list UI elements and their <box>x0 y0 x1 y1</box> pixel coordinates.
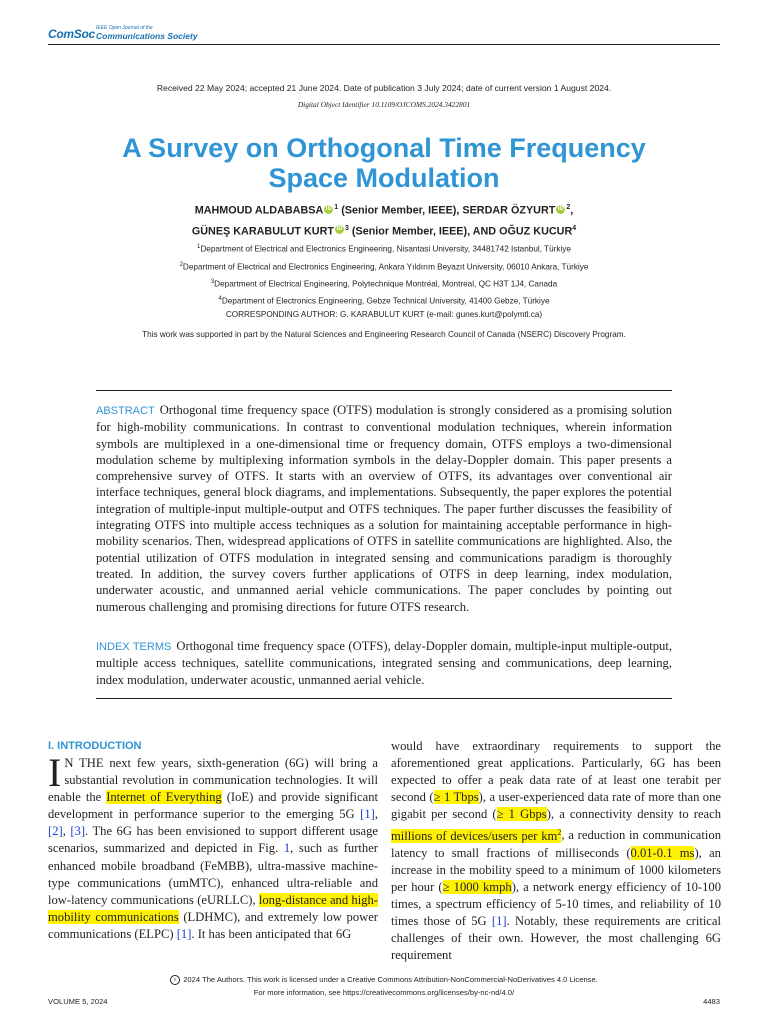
index-terms-text: Orthogonal time frequency space (OTFS), delay-Doppler domain, multiple-input multiple-output, multiple access techniques, satellite communications, integrated sensing and communications, deep learning, index modulation, underwater acoustic, unmanned aerial vehicle. <box>96 639 672 687</box>
affiliation-4: $^4$Department of Electronics Engineering, Gebze Technical University, 41400 Gebze, Türkiye <box>218 296 550 306</box>
license-notice: c 2024 The Authors. This work is licensed under a Creative Commons Attribution-NonCommercial-NoDerivatives 4.0 License. <box>0 975 768 985</box>
orcid-icon[interactable]: iD <box>336 226 343 233</box>
citation-link[interactable]: [2] <box>48 824 63 839</box>
journal-small-label: IEEE Open Journal of the <box>96 25 153 31</box>
right-column-paragraph: would have extraordinary requirements to support the aforementioned great applications. Particularly, 6G has been expected to offer a peak data rate of at least one terabit per second (≥ 1 Tbps), a user-experienced data rate of more than one gigabit per second (≥ 1 Gbps), a connectivity density to reach millions of devices/users per $km^2$, a reduction in communication latency to small fractions of milliseconds (0.01-0.1 ms), an increase in the mobility speed to a minimum of 1000 kilometers per hour (≥ 1000 kmph), a network energy efficiency of 10-100 times, a spectrum efficiency of 5-10 times, and reliability of 10 times those of 5G [1]. Notably, these requirements are critical challenges of their own. However, the most challenging 6G requirement <box>391 739 722 963</box>
orcid-icon[interactable]: iD <box>325 205 332 212</box>
intro-paragraph: I N THE next few years, sixth-generation (6G) will bring a substantial revolution in communication technologies. It will enable the Internet of Everything (IoE) and provide significant development in performance superior to the emerging 5G [1], [2], [3]. The 6G has been envisioned to support different usage scenarios, summarized and depicted in Fig. 1, such as further enhanced mobile broadband (FeMBB), ultra-massive machine-type communications (umMTC), enhanced ultra-reliable and low-latency communications (eURLLC), long-distance and high-mobility communications (LDHMC), and extremely low power communications (ELPC) [1]. It has been anticipated that 6G <box>48 750 379 941</box>
abstract <box>96 402 672 615</box>
highlight: ≥ 1 Gbps <box>496 807 547 822</box>
license-info: For more information, see https://creativecommons.org/licenses/by-nc-nd/4.0/ <box>253 988 515 997</box>
highlight: ≥ 1 Tbps <box>433 790 479 805</box>
citation-link[interactable]: [1] <box>491 914 507 929</box>
abstract-top-rule <box>96 390 672 391</box>
cc-icon: c <box>170 975 180 985</box>
index-terms-label: INDEX TERMS <box>96 641 172 653</box>
volume-label: VOLUME 5, 2024 <box>48 997 108 1006</box>
paper-title: A Survey on Orthogonal Time Frequency Space Modulation <box>122 133 646 193</box>
author-list: MAHMOUD ALDABABSA iD $^1$ (Senior Member, IEEE), SERDAR ÖZYURT iD $^2$, GÜNEŞ KARABULUT KURT iD $^3$ (Senior Member, IEEE), AND OĞUZ KUCUR$^4$ <box>191 204 577 238</box>
citation-link[interactable]: [1] <box>176 926 192 941</box>
index-terms <box>96 638 672 688</box>
funding-note: This work was supported in part by the Natural Sciences and Engineering Research Council of Canada (NSERC) Discovery Program. <box>142 330 626 339</box>
highlight: 0.01-0.1 ms <box>630 845 695 860</box>
comsoc-logo: ComSoc <box>48 27 95 41</box>
drop-cap: I <box>48 750 62 795</box>
figure-link[interactable]: 1 <box>283 841 291 856</box>
affiliation-2: $^2$Department of Electrical and Electronics Engineering, Ankara Yıldırım Beyazıt University, 06010 Ankara, Türkiye <box>179 262 589 272</box>
affiliation-1: $^1$Department of Electrical and Electronics Engineering, Nisantasi University, 34481742 Istanbul, Türkiye <box>197 244 571 254</box>
corresponding-author: CORRESPONDING AUTHOR: G. KARABULUT KURT (e-mail: gunes.kurt@polymtl.ca) <box>225 310 543 319</box>
highlight: ≥ 1000 kmph <box>442 879 512 894</box>
doi: Digital Object Identifier 10.1109/OJCOMS.2024.3422801 <box>297 100 471 109</box>
section-heading-introduction: I. INTRODUCTION <box>48 740 142 752</box>
highlight: long-distance and high-mobility communications <box>48 892 378 924</box>
journal-name: Communications Society <box>96 31 198 41</box>
abstract-label: ABSTRACT <box>96 405 155 417</box>
journal-header <box>48 25 248 45</box>
orcid-icon[interactable]: iD <box>557 205 564 212</box>
publication-dates: Received 22 May 2024; accepted 21 June 2024. Date of publication 3 July 2024; date of current version 1 August 2024. <box>156 83 612 93</box>
citation-link[interactable]: [3] <box>70 824 86 839</box>
header-rule <box>48 44 720 45</box>
abstract-bottom-rule <box>96 698 672 699</box>
page-number: 4483 <box>703 997 720 1006</box>
abstract-text: Orthogonal time frequency space (OTFS) modulation is strongly considered as a promising solution for high-mobility communications. In contrast to conventional modulation techniques, wherein information symbols are multiplexed in a one-dimensional time or frequency domain, OTFS employs a two-dimensional modulation scheme by multiplexing information symbols in the delay-Doppler domain. This paper presents a comprehensive survey of OTFS. It starts with an overview of OTFS, its advantages over conventional air interface techniques, general block diagrams, and implementations. Subsequently, the paper explores the potential integration of multiple-input multiple-output and OTFS techniques. The paper further discusses the feasibility of integrating OTFS into multiple access techniques as a solution for maintaining acceptable performance in high-mobility scenarios. Then, widespread applications of OTFS in satellite communications are highlighted. Also, the potential utilization of OTFS modulation in integrated sensing and communications paradigm is thoroughly treated. In addition, the survey covers further applications of OTFS in deep learning, index modulation, underwater acoustic, and unmanned aerial vehicle communications. The paper concludes by pointing out numerous challenging and promising directions for future OTFS research. <box>96 403 672 614</box>
affiliation-3: $^3$Department of Electrical Engineering, Polytechnique Montréal, Montreal, QC H3T 1J4, Canada <box>210 279 558 289</box>
highlight: Internet of Everything <box>106 790 222 805</box>
citation-link[interactable]: [1] <box>360 807 375 822</box>
highlight: millions of devices/users per $km^2$ <box>391 827 562 843</box>
